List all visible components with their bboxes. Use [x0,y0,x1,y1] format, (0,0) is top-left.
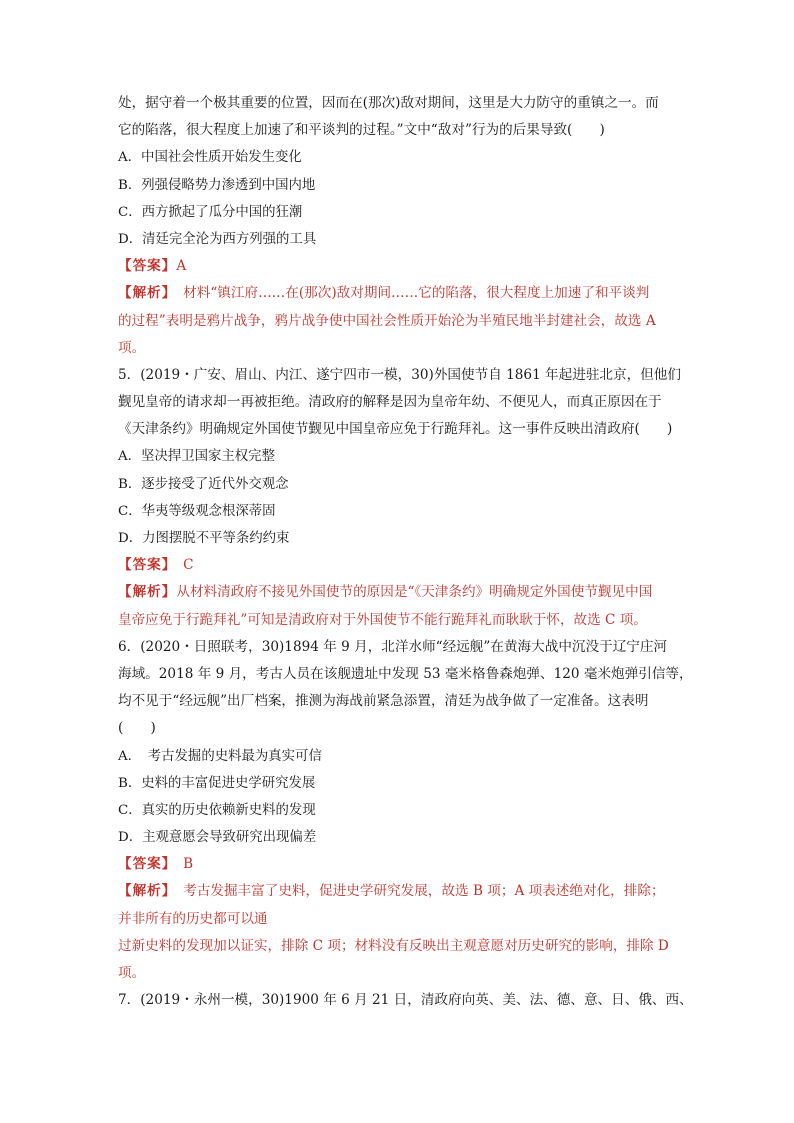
q5-option-b: B．逐步接受了近代外交观念 [118,476,289,492]
q6-stem-line: 均不见于“经远舰”出厂档案，推测为海战前紧急添置，清廷为战争做了一定准备。这表明 [118,693,649,710]
question-5 [118,362,681,634]
q5-stem-line: 《天津条约》明确规定外国使节觐见中国皇帝应免于行跪拜礼。这一事件反映出清政府( ) [118,421,673,438]
answer-label: 【答案】 [118,856,170,873]
q4-option-b: B．列强侵略势力渗透到中国内地 [118,177,316,193]
q6-stem-line: 海域。2018 年 9 月，考古人员在该舰遗址中发现 53 毫米格鲁森炮弹、120 毫米炮弹引信等， [118,665,693,682]
q5-analysis-line [118,579,678,606]
answer-value: C [169,557,194,574]
q6-analysis-line: 项。 [118,965,146,981]
q5-answer [118,552,678,579]
q4-option-c: C．西方掀起了瓜分中国的狂潮 [118,204,303,220]
q5-analysis-line: 皇帝应免于行跪拜礼”可知是清政府对于外国使节不能行跪拜礼而耿耿于怀，故选 C 项。 [118,611,647,628]
q6-analysis-line [118,878,678,905]
q4-analysis-line [118,280,678,307]
question-4 [118,90,678,362]
question-7 [118,987,693,1014]
answer-label: 【答案】 [118,557,170,574]
q6-option-b: B．史料的丰富促进史学研究发展 [118,775,316,791]
question-6 [118,634,693,987]
q5-option-c: C．华夷等级观念根深蒂固 [118,503,276,519]
answer-value: A [176,258,187,275]
q4-analysis-line: 的过程”表明是鸦片战争，鸦片战争使中国社会性质开始沦为半殖民地半封建社会，故选 A [118,312,656,329]
analysis-text: 从材料清政府不接见外国使节的原因是“《天津条约》明确规定外国使节觐见中国 [176,584,653,601]
analysis-text: 材料“镇江府……在(那次)敌对期间……它的陷落，很大程度上加速了和平谈判 [169,285,650,302]
q5-option-a: A．坚决捍卫国家主权完整 [118,449,275,465]
document-content [118,90,693,1014]
q4-analysis-line: 项。 [118,339,146,356]
q6-option-a: A． 考古发掘的史料最为真实可信 [118,748,322,764]
q4-answer [118,253,678,280]
analysis-label: 【解析】 [118,584,177,601]
q4-option-a: A．中国社会性质开始发生变化 [118,150,302,166]
q4-option-d: D．清廷完全沦为西方列强的工具 [118,231,317,247]
q6-stem-line: 6．(2020・日照联考，30)1894 年 9 月，北洋水师“经远舰”在黄海大战中沉没于辽宁庄河 [118,638,668,655]
q4-stem-line: 处，据守着一个极其重要的位置，因而在(那次)敌对期间，这里是大力防守的重镇之一。而 [118,95,659,111]
analysis-label: 【解析】 [118,285,170,302]
q6-answer [118,851,678,878]
q5-stem-line: 觐见皇帝的请求却一再被拒绝。清政府的解释是因为皇帝年幼、不便见人，而真正原因在于 [118,394,662,411]
analysis-label: 【解析】 [118,883,170,900]
q5-stem-line: 5．(2019・广安、眉山、内江、遂宁四市一模，30)外国使节自 1861 年起进驻北京，但他们 [118,366,681,383]
q6-option-d: D．主观意愿会导致研究出现偏差 [118,830,317,846]
analysis-text: 考古发掘丰富了史料，促进史学研究发展，故选 B 项；A 项表述绝对化，排除； [169,883,665,900]
q6-analysis-line: 并非所有的历史都可以通 [118,910,268,927]
q6-stem-line: ( ) [118,720,156,737]
q5-option-d: D．力图摆脱不平等条约约束 [118,531,290,546]
answer-label: 【答案】 [118,258,177,275]
answer-value: B [169,856,194,873]
q7-stem-line: 7．(2019・永州一模，30)1900 年 6 月 21 日，清政府向英、美、法、德、意、日、俄、西、 [118,992,693,1009]
q4-stem-line: 它的陷落，很大程度上加速了和平谈判的过程。”文中“敌对”行为的后果导致( ) [118,122,605,139]
q6-option-c: C．真实的历史依赖新史料的发现 [118,802,316,818]
q6-analysis-line: 过新史料的发现加以证实，排除 C 项；材料没有反映出主观意愿对历史研究的影响，排除 D [118,937,669,954]
